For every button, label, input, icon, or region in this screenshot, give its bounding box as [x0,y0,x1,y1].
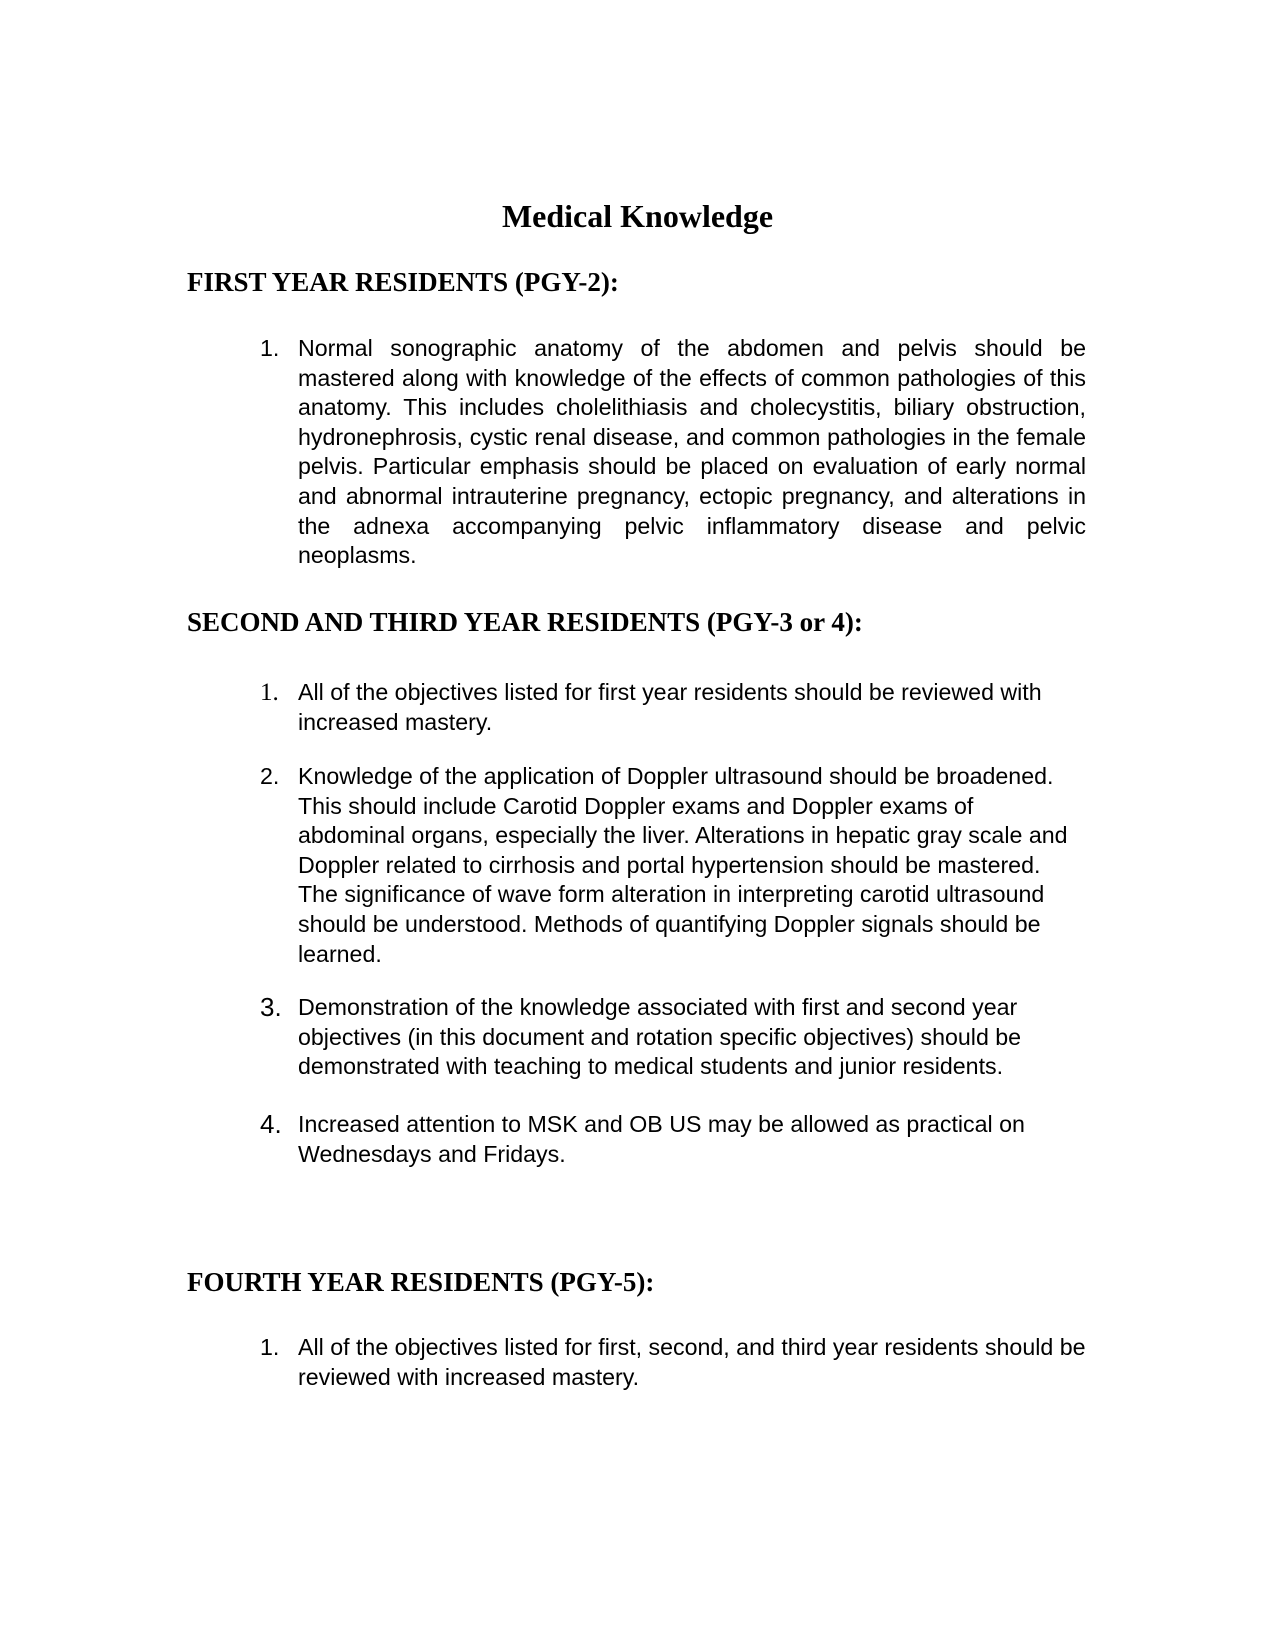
list-item [260,1110,1086,1169]
section-heading-second-third-year: SECOND AND THIRD YEAR RESIDENTS (PGY-3 or 4): [187,607,863,637]
list-item-number: 1. [260,679,279,706]
list-item-number: 3. [260,992,282,1022]
list-item-text: Demonstration of the knowledge associated with first and second year objectives (in this document and rotation specific objectives) should be demonstrated with teaching to medical students and junior residents. [298,994,1022,1080]
list-item-number: 1. [260,335,280,361]
list-item-text: Increased attention to MSK and OB US may be allowed as practical on Wednesdays and Fridays. [298,1111,1025,1167]
list-item [260,678,1086,737]
section-heading-fourth-year: FOURTH YEAR RESIDENTS (PGY-5): [187,1267,655,1297]
list-item [260,1333,1086,1392]
section-heading-first-year: FIRST YEAR RESIDENTS (PGY-2): [187,267,619,297]
list-item [260,762,1086,969]
list-item-text: Knowledge of the application of Doppler ultrasound should be broadened. This should include Carotid Doppler exams and Doppler exams of abdominal organs, especially the liver. Alterations in hepatic gray scale and Doppler related to cirrhosis and portal hypertension should be mastered. The significance of wave form alteration in interpreting carotid ultrasound should be understood. Methods of quantifying Doppler signals should be learned. [298,763,1068,967]
list-item-number: 1. [260,1334,280,1360]
list-item-number: 2. [260,763,280,789]
list-item-text: Normal sonographic anatomy of the abdomen and pelvis should be mastered along with knowledge of the effects of common pathologies of this anatomy. This includes cholelithiasis and cholecystitis, biliary obstruction, hydronephrosis, cystic renal disease, and common pathologies in the female pelvis. Particular emphasis should be placed on evaluation of early normal and abnormal intrauterine pregnancy, ectopic pregnancy, and alterations in the adnexa accompanying pelvic inflammatory disease and pelvic neoplasms. [298,335,1086,569]
list-item-number: 4. [260,1109,282,1139]
list-item [260,334,1086,571]
list-item-text: All of the objectives listed for first year residents should be reviewed with increased mastery. [298,679,1042,735]
page-title: Medical Knowledge [501,198,774,234]
list-item-text: All of the objectives listed for first, second, and third year residents should be reviewed with increased mastery. [298,1334,1086,1390]
list-item [260,993,1086,1082]
